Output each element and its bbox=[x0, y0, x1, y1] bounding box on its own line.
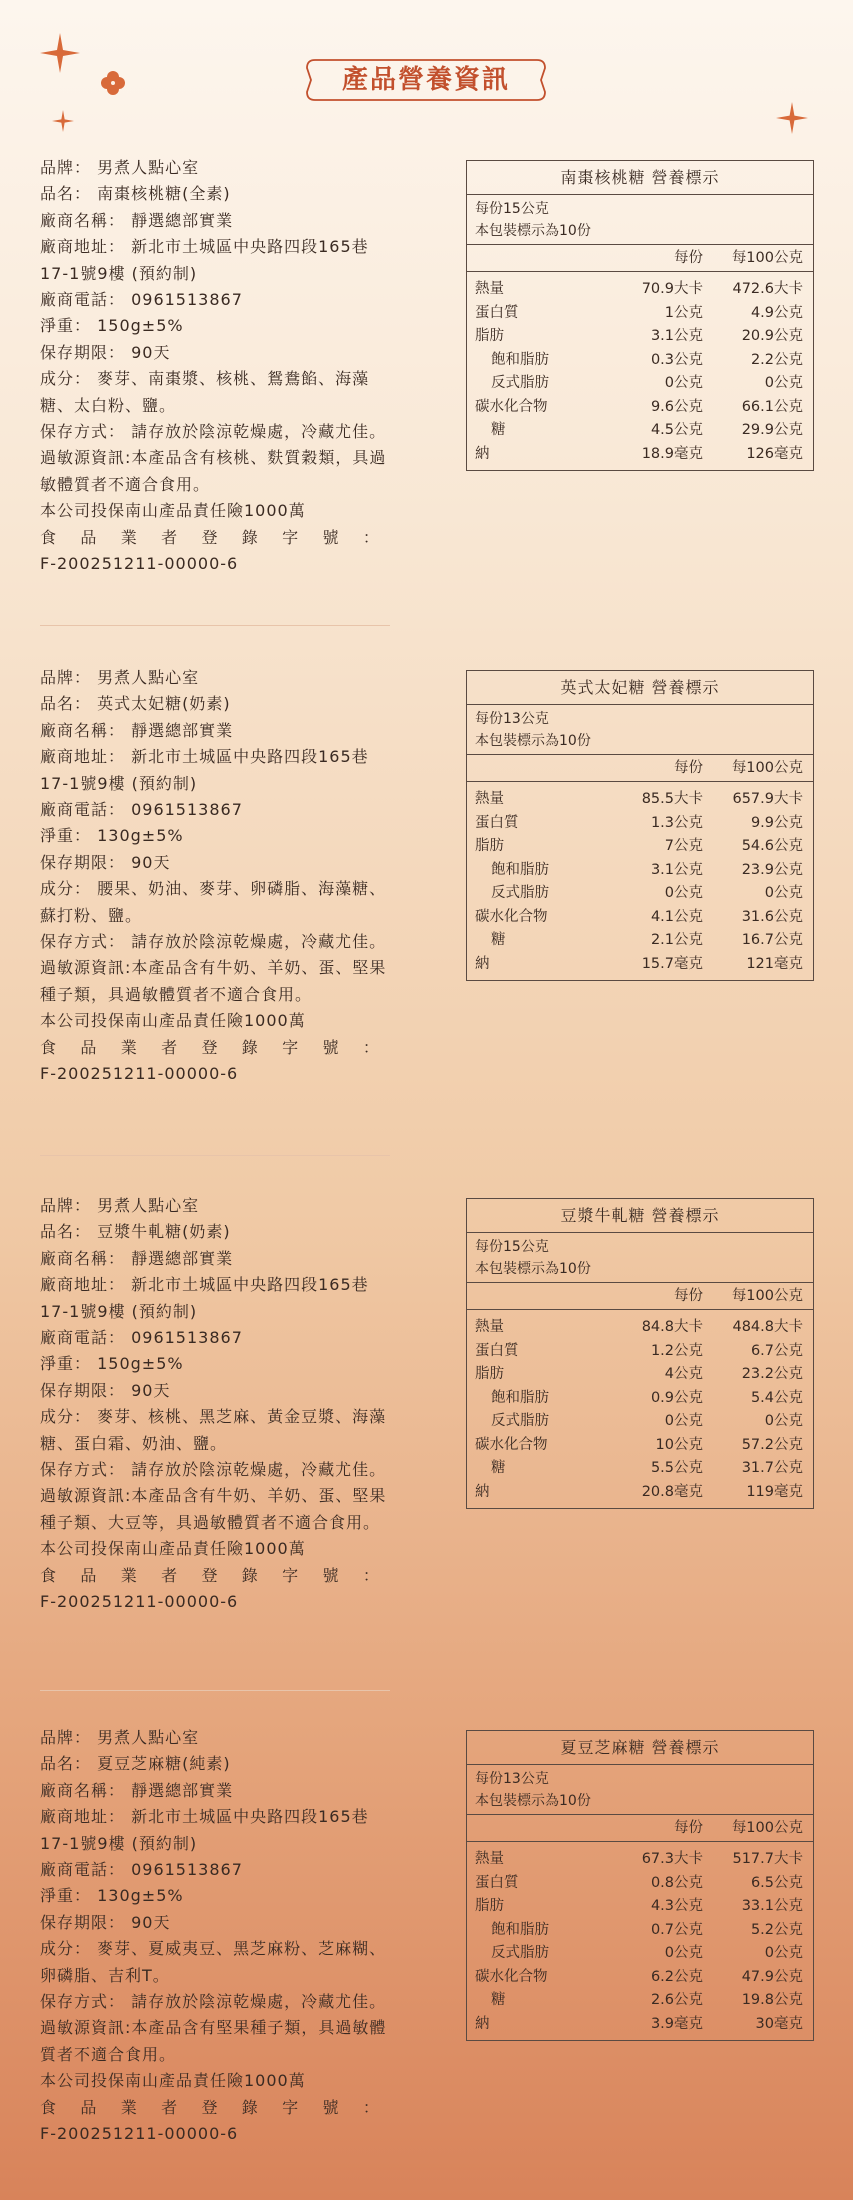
nutrition-row bbox=[467, 349, 813, 373]
nutrition-row bbox=[467, 906, 813, 930]
nutrient-name: 反式脂肪 bbox=[491, 1413, 549, 1429]
servings-per-package: 本包裝標示為10份 bbox=[475, 1261, 591, 1277]
nutrient-name: 糖 bbox=[491, 422, 506, 438]
section-divider bbox=[40, 625, 390, 626]
per-serving-value: 3.9毫克 bbox=[650, 2015, 703, 2032]
allergen-text: 過敏源資訊:本產品含有牛奶、羊奶、蛋、堅果種子類，具過敏體質者不適合食用。 bbox=[40, 958, 387, 1004]
nutrient-name: 糖 bbox=[491, 1992, 506, 2008]
per-serving-value: 84.8大卡 bbox=[641, 1319, 703, 1335]
per-serving-value: 4公克 bbox=[664, 1366, 703, 1382]
per-100g-value: 57.2公克 bbox=[741, 1436, 803, 1453]
per-serving-value: 4.1公克 bbox=[650, 908, 703, 925]
registration-label-char: 字 bbox=[282, 1565, 300, 1585]
per-100g-value: 2.2公克 bbox=[750, 351, 803, 368]
registration-label-char: 登 bbox=[201, 527, 219, 547]
nutrition-rows bbox=[467, 1310, 813, 1508]
registration-label-char: 者 bbox=[161, 527, 179, 547]
nutrient-name: 反式脂肪 bbox=[491, 885, 549, 901]
nutrient-name: 納 bbox=[475, 445, 490, 462]
registration-label-char: 錄 bbox=[241, 1565, 259, 1585]
registration-label-char: 業 bbox=[120, 527, 138, 547]
nutrition-row bbox=[467, 1410, 813, 1434]
nutrition-row bbox=[467, 1481, 813, 1505]
per-100g-value: 54.6公克 bbox=[741, 838, 803, 854]
product-info bbox=[40, 665, 390, 1088]
per-serving-value: 1.3公克 bbox=[650, 814, 703, 831]
per-100g-value: 517.7大卡 bbox=[732, 1851, 803, 1867]
nutrition-row bbox=[467, 788, 813, 812]
per-100g-header: 每100公克 bbox=[731, 1288, 803, 1304]
per-serving-value: 10公克 bbox=[655, 1436, 703, 1453]
nutrient-name: 碳水化合物 bbox=[475, 398, 548, 415]
registration-label-char: 登 bbox=[201, 2097, 219, 2117]
per-serving-value: 9.6公克 bbox=[650, 398, 703, 415]
per-100g-value: 0公克 bbox=[764, 375, 803, 391]
per-serving-value: 15.7毫克 bbox=[641, 955, 703, 972]
maker-text: 廠商名稱： 靜選總部實業 bbox=[40, 720, 234, 740]
storage-text: 保存方式： 請存放於陰涼乾燥處，冷藏尤佳。 bbox=[40, 1460, 387, 1480]
registration-label-char: ： bbox=[362, 1037, 380, 1057]
page-title-frame bbox=[305, 58, 547, 102]
per-100g-value: 657.9大卡 bbox=[732, 791, 803, 807]
nutrient-name: 蛋白質 bbox=[475, 1874, 519, 1891]
nutrition-row bbox=[467, 1340, 813, 1364]
insurance-text: 本公司投保南山產品責任險1000萬 bbox=[40, 2071, 306, 2091]
registration-label-char: 字 bbox=[282, 1037, 300, 1057]
product-name-text: 品名： 英式太妃糖(奶素) bbox=[40, 694, 231, 714]
nutrition-row bbox=[467, 1919, 813, 1943]
per-serving-value: 0.8公克 bbox=[650, 1874, 703, 1891]
registration-label-char: 號 bbox=[322, 527, 340, 547]
flower-icon bbox=[100, 70, 126, 96]
insurance-text: 本公司投保南山產品責任險1000萬 bbox=[40, 1539, 306, 1559]
per-serving-value: 7公克 bbox=[664, 838, 703, 854]
nutrition-row bbox=[467, 1942, 813, 1966]
nutrient-name: 納 bbox=[475, 2015, 490, 2032]
serving-size: 每份15公克 bbox=[475, 1239, 549, 1255]
per-100g-value: 0公克 bbox=[764, 885, 803, 901]
per-serving-value: 18.9毫克 bbox=[641, 445, 703, 462]
registration-label-char: 食 bbox=[40, 1565, 58, 1585]
phone-text: 廠商電話： 0961513867 bbox=[40, 1328, 243, 1348]
shelf-life-text: 保存期限： 90天 bbox=[40, 1912, 171, 1932]
per-100g-value: 66.1公克 bbox=[741, 398, 803, 415]
product-name-text: 品名： 夏豆芝麻糖(純素) bbox=[40, 1754, 231, 1774]
per-serving-value: 0.9公克 bbox=[650, 1389, 703, 1406]
nutrient-name: 糖 bbox=[491, 1460, 506, 1476]
nutrition-label-title: 豆漿牛軋糖 營養標示 bbox=[467, 1199, 813, 1233]
registration-label-char: 者 bbox=[161, 1037, 179, 1057]
nutrition-label bbox=[466, 160, 814, 471]
per-serving-header: 每份 bbox=[674, 1288, 703, 1304]
per-100g-value: 29.9公克 bbox=[741, 422, 803, 438]
nutrition-row bbox=[467, 1848, 813, 1872]
phone-text: 廠商電話： 0961513867 bbox=[40, 800, 243, 820]
weight-text: 淨重： 130g±5% bbox=[40, 826, 184, 846]
product-name-text: 品名： 南棗核桃糖(全素) bbox=[40, 184, 231, 204]
sparkle-icon bbox=[40, 33, 80, 73]
per-100g-value: 0公克 bbox=[764, 1413, 803, 1429]
nutrition-column-header bbox=[467, 1282, 813, 1310]
registration-label-char: 品 bbox=[80, 1565, 98, 1585]
nutrition-row bbox=[467, 953, 813, 977]
page-title: 產品營養資訊 bbox=[341, 65, 510, 95]
section-divider bbox=[40, 1690, 390, 1691]
registration-label-char: 登 bbox=[201, 1037, 219, 1057]
per-serving-value: 0公克 bbox=[664, 885, 703, 901]
per-serving-value: 0.3公克 bbox=[650, 351, 703, 368]
nutrition-column-header bbox=[467, 1814, 813, 1842]
nutrition-row bbox=[467, 812, 813, 836]
maker-text: 廠商名稱： 靜選總部實業 bbox=[40, 1780, 234, 1800]
nutrition-column-header bbox=[467, 754, 813, 782]
per-100g-value: 30毫克 bbox=[755, 2015, 803, 2032]
nutrient-name: 飽和脂肪 bbox=[491, 1389, 549, 1406]
per-serving-value: 2.1公克 bbox=[650, 932, 703, 948]
ingredients-text: 成分： 麥芽、南棗漿、核桃、鴛鴦餡、海藻糖、太白粉、鹽。 bbox=[40, 369, 370, 415]
per-100g-value: 121毫克 bbox=[746, 955, 803, 972]
nutrition-row bbox=[467, 1872, 813, 1896]
registration-number: F-200251211-00000-6 bbox=[40, 2124, 239, 2144]
per-100g-value: 23.9公克 bbox=[741, 861, 803, 878]
nutrition-row bbox=[467, 1966, 813, 1990]
per-100g-value: 6.5公克 bbox=[750, 1874, 803, 1891]
sparkle-icon bbox=[776, 102, 808, 134]
nutrient-name: 飽和脂肪 bbox=[491, 861, 549, 878]
weight-text: 淨重： 130g±5% bbox=[40, 1886, 184, 1906]
per-serving-value: 4.5公克 bbox=[650, 422, 703, 438]
product-name-text: 品名： 豆漿牛軋糖(奶素) bbox=[40, 1222, 231, 1242]
per-serving-value: 0公克 bbox=[664, 1945, 703, 1961]
registration-number: F-200251211-00000-6 bbox=[40, 1592, 239, 1612]
brand-text: 品牌： 男煮人點心室 bbox=[40, 668, 200, 687]
nutrition-row bbox=[467, 835, 813, 859]
per-serving-value: 1.2公克 bbox=[650, 1342, 703, 1359]
product-info bbox=[40, 1725, 390, 2148]
registration-label-char: ： bbox=[362, 527, 380, 547]
nutrition-row bbox=[467, 859, 813, 883]
section-divider bbox=[40, 1155, 390, 1156]
registration-label-char: 品 bbox=[80, 1037, 98, 1057]
nutrient-name: 熱量 bbox=[475, 791, 504, 807]
registration-label-char: 業 bbox=[120, 1565, 138, 1585]
nutrition-row bbox=[467, 419, 813, 443]
registration-label-char: 號 bbox=[322, 1037, 340, 1057]
nutrient-name: 脂肪 bbox=[475, 328, 504, 344]
per-serving-header: 每份 bbox=[674, 1820, 703, 1836]
shelf-life-text: 保存期限： 90天 bbox=[40, 342, 171, 362]
registration-label-char: 品 bbox=[80, 2097, 98, 2117]
nutrition-row bbox=[467, 396, 813, 420]
nutrient-name: 碳水化合物 bbox=[475, 908, 548, 925]
registration-label-char: 號 bbox=[322, 2097, 340, 2117]
nutrition-row bbox=[467, 302, 813, 326]
nutrient-name: 蛋白質 bbox=[475, 1342, 519, 1359]
nutrient-name: 飽和脂肪 bbox=[491, 351, 549, 368]
registration-label-char: 業 bbox=[120, 1037, 138, 1057]
nutrition-rows bbox=[467, 1842, 813, 2040]
address-text: 廠商地址： 新北市土城區中央路四段165巷17-1號9樓 (預約制) bbox=[40, 747, 369, 793]
nutrition-row bbox=[467, 1363, 813, 1387]
nutrition-row bbox=[467, 929, 813, 953]
per-100g-header: 每100公克 bbox=[731, 250, 803, 266]
shelf-life-text: 保存期限： 90天 bbox=[40, 852, 171, 872]
registration-label bbox=[40, 2095, 380, 2121]
per-serving-value: 0.7公克 bbox=[650, 1921, 703, 1938]
registration-label-char: 登 bbox=[201, 1565, 219, 1585]
nutrition-row bbox=[467, 443, 813, 467]
per-serving-header: 每份 bbox=[674, 760, 703, 776]
insurance-text: 本公司投保南山產品責任險1000萬 bbox=[40, 1011, 306, 1031]
maker-text: 廠商名稱： 靜選總部實業 bbox=[40, 210, 234, 230]
per-100g-value: 6.7公克 bbox=[750, 1342, 803, 1359]
nutrition-rows bbox=[467, 272, 813, 470]
nutrient-name: 納 bbox=[475, 1483, 490, 1500]
nutrition-label-title: 南棗核桃糖 營養標示 bbox=[467, 161, 813, 195]
address-text: 廠商地址： 新北市土城區中央路四段165巷17-1號9樓 (預約制) bbox=[40, 1275, 369, 1321]
ingredients-text: 成分： 腰果、奶油、麥芽、卵磷脂、海藻糖、蘇打粉、鹽。 bbox=[40, 879, 387, 925]
per-100g-value: 484.8大卡 bbox=[732, 1319, 803, 1335]
registration-number: F-200251211-00000-6 bbox=[40, 554, 239, 574]
maker-text: 廠商名稱： 靜選總部實業 bbox=[40, 1248, 234, 1268]
nutrient-name: 熱量 bbox=[475, 281, 504, 297]
weight-text: 淨重： 150g±5% bbox=[40, 1354, 184, 1374]
per-serving-value: 70.9大卡 bbox=[641, 281, 703, 297]
per-100g-value: 31.6公克 bbox=[741, 908, 803, 925]
per-100g-value: 5.2公克 bbox=[750, 1921, 803, 1938]
nutrition-row bbox=[467, 1434, 813, 1458]
nutrition-row bbox=[467, 1316, 813, 1340]
registration-label-char: 業 bbox=[120, 2097, 138, 2117]
registration-label bbox=[40, 1563, 380, 1589]
nutrient-name: 納 bbox=[475, 955, 490, 972]
per-100g-value: 4.9公克 bbox=[750, 304, 803, 321]
nutrition-rows bbox=[467, 782, 813, 980]
serving-size: 每份15公克 bbox=[475, 201, 549, 217]
phone-text: 廠商電話： 0961513867 bbox=[40, 1860, 243, 1880]
nutrition-column-header bbox=[467, 244, 813, 272]
per-100g-header: 每100公克 bbox=[731, 1820, 803, 1836]
per-serving-value: 6.2公克 bbox=[650, 1968, 703, 1985]
nutrition-row bbox=[467, 278, 813, 302]
registration-label-char: 食 bbox=[40, 2097, 58, 2117]
registration-label-char: 品 bbox=[80, 527, 98, 547]
nutrition-row bbox=[467, 882, 813, 906]
nutrient-name: 脂肪 bbox=[475, 1366, 504, 1382]
product-info bbox=[40, 1193, 390, 1616]
servings-per-package: 本包裝標示為10份 bbox=[475, 223, 591, 239]
nutrition-row bbox=[467, 2013, 813, 2037]
nutrient-name: 反式脂肪 bbox=[491, 1945, 549, 1961]
shelf-life-text: 保存期限： 90天 bbox=[40, 1380, 171, 1400]
nutrient-name: 碳水化合物 bbox=[475, 1436, 548, 1453]
per-100g-value: 20.9公克 bbox=[741, 328, 803, 344]
nutrition-row bbox=[467, 1387, 813, 1411]
per-serving-value: 5.5公克 bbox=[650, 1460, 703, 1476]
registration-label-char: 錄 bbox=[241, 2097, 259, 2117]
per-100g-value: 16.7公克 bbox=[741, 932, 803, 948]
per-100g-value: 19.8公克 bbox=[741, 1992, 803, 2008]
address-text: 廠商地址： 新北市土城區中央路四段165巷17-1號9樓 (預約制) bbox=[40, 237, 369, 283]
nutrition-label bbox=[466, 670, 814, 981]
brand-text: 品牌： 男煮人點心室 bbox=[40, 158, 200, 177]
per-serving-header: 每份 bbox=[674, 250, 703, 266]
nutrition-row bbox=[467, 1989, 813, 2013]
per-serving-value: 0公克 bbox=[664, 1413, 703, 1429]
servings-per-package: 本包裝標示為10份 bbox=[475, 733, 591, 749]
registration-label-char: ： bbox=[362, 1565, 380, 1585]
nutrition-label bbox=[466, 1730, 814, 2041]
storage-text: 保存方式： 請存放於陰涼乾燥處，冷藏尤佳。 bbox=[40, 932, 387, 952]
nutrient-name: 蛋白質 bbox=[475, 814, 519, 831]
registration-label-char: 者 bbox=[161, 2097, 179, 2117]
per-100g-value: 47.9公克 bbox=[741, 1968, 803, 1985]
nutrient-name: 脂肪 bbox=[475, 838, 504, 854]
per-100g-header: 每100公克 bbox=[731, 760, 803, 776]
per-serving-value: 3.1公克 bbox=[650, 861, 703, 878]
allergen-text: 過敏源資訊:本產品含有牛奶、羊奶、蛋、堅果種子類、大豆等，具過敏體質者不適合食用。 bbox=[40, 1486, 387, 1532]
per-100g-value: 126毫克 bbox=[746, 445, 803, 462]
serving-size: 每份13公克 bbox=[475, 1771, 549, 1787]
insurance-text: 本公司投保南山產品責任險1000萬 bbox=[40, 501, 306, 521]
allergen-text: 過敏源資訊:本產品含有堅果種子類，具過敏體質者不適合食用。 bbox=[40, 2018, 387, 2064]
phone-text: 廠商電話： 0961513867 bbox=[40, 290, 243, 310]
per-serving-value: 3.1公克 bbox=[650, 328, 703, 344]
nutrient-name: 碳水化合物 bbox=[475, 1968, 548, 1985]
nutrient-name: 熱量 bbox=[475, 1851, 504, 1867]
registration-label-char: 食 bbox=[40, 527, 58, 547]
nutrient-name: 脂肪 bbox=[475, 1898, 504, 1914]
nutrient-name: 蛋白質 bbox=[475, 304, 519, 321]
product-info bbox=[40, 155, 390, 578]
storage-text: 保存方式： 請存放於陰涼乾燥處，冷藏尤佳。 bbox=[40, 422, 387, 442]
registration-label-char: 食 bbox=[40, 1037, 58, 1057]
sparkle-icon bbox=[52, 110, 74, 132]
per-100g-value: 0公克 bbox=[764, 1945, 803, 1961]
per-100g-value: 472.6大卡 bbox=[732, 281, 803, 297]
nutrition-row bbox=[467, 325, 813, 349]
brand-text: 品牌： 男煮人點心室 bbox=[40, 1728, 200, 1747]
address-text: 廠商地址： 新北市土城區中央路四段165巷17-1號9樓 (預約制) bbox=[40, 1807, 369, 1853]
per-100g-value: 5.4公克 bbox=[750, 1389, 803, 1406]
per-serving-value: 2.6公克 bbox=[650, 1992, 703, 2008]
weight-text: 淨重： 150g±5% bbox=[40, 316, 184, 336]
nutrient-name: 反式脂肪 bbox=[491, 375, 549, 391]
registration-label-char: 號 bbox=[322, 1565, 340, 1585]
ingredients-text: 成分： 麥芽、核桃、黑芝麻、黃金豆漿、海藻糖、蛋白霜、奶油、鹽。 bbox=[40, 1407, 387, 1453]
per-100g-value: 33.1公克 bbox=[741, 1898, 803, 1914]
per-serving-value: 20.8毫克 bbox=[641, 1483, 703, 1500]
registration-label-char: 者 bbox=[161, 1565, 179, 1585]
per-serving-value: 1公克 bbox=[664, 304, 703, 321]
nutrition-row bbox=[467, 372, 813, 396]
nutrient-name: 飽和脂肪 bbox=[491, 1921, 549, 1938]
registration-label-char: 錄 bbox=[241, 1037, 259, 1057]
per-serving-value: 85.5大卡 bbox=[641, 791, 703, 807]
storage-text: 保存方式： 請存放於陰涼乾燥處，冷藏尤佳。 bbox=[40, 1992, 387, 2012]
nutrition-label-title: 英式太妃糖 營養標示 bbox=[467, 671, 813, 705]
registration-label bbox=[40, 525, 380, 551]
per-100g-value: 31.7公克 bbox=[741, 1460, 803, 1476]
serving-size: 每份13公克 bbox=[475, 711, 549, 727]
registration-label-char: 字 bbox=[282, 2097, 300, 2117]
registration-label-char: 錄 bbox=[241, 527, 259, 547]
ingredients-text: 成分： 麥芽、夏威夷豆、黑芝麻粉、芝麻糊、卵磷脂、吉利T。 bbox=[40, 1939, 387, 1985]
registration-label bbox=[40, 1035, 380, 1061]
per-serving-value: 67.3大卡 bbox=[641, 1851, 703, 1867]
nutrient-name: 糖 bbox=[491, 932, 506, 948]
nutrition-label bbox=[466, 1198, 814, 1509]
registration-label-char: ： bbox=[362, 2097, 380, 2117]
servings-per-package: 本包裝標示為10份 bbox=[475, 1793, 591, 1809]
allergen-text: 過敏源資訊:本產品含有核桃、麩質穀類，具過敏體質者不適合食用。 bbox=[40, 448, 387, 494]
per-100g-value: 23.2公克 bbox=[741, 1366, 803, 1382]
per-serving-value: 4.3公克 bbox=[650, 1898, 703, 1914]
per-100g-value: 119毫克 bbox=[746, 1483, 803, 1500]
per-100g-value: 9.9公克 bbox=[750, 814, 803, 831]
per-serving-value: 0公克 bbox=[664, 375, 703, 391]
nutrition-label-title: 夏豆芝麻糖 營養標示 bbox=[467, 1731, 813, 1765]
brand-text: 品牌： 男煮人點心室 bbox=[40, 1196, 200, 1215]
nutrition-row bbox=[467, 1895, 813, 1919]
registration-label-char: 字 bbox=[282, 527, 300, 547]
nutrition-row bbox=[467, 1457, 813, 1481]
nutrient-name: 熱量 bbox=[475, 1319, 504, 1335]
registration-number: F-200251211-00000-6 bbox=[40, 1064, 239, 1084]
